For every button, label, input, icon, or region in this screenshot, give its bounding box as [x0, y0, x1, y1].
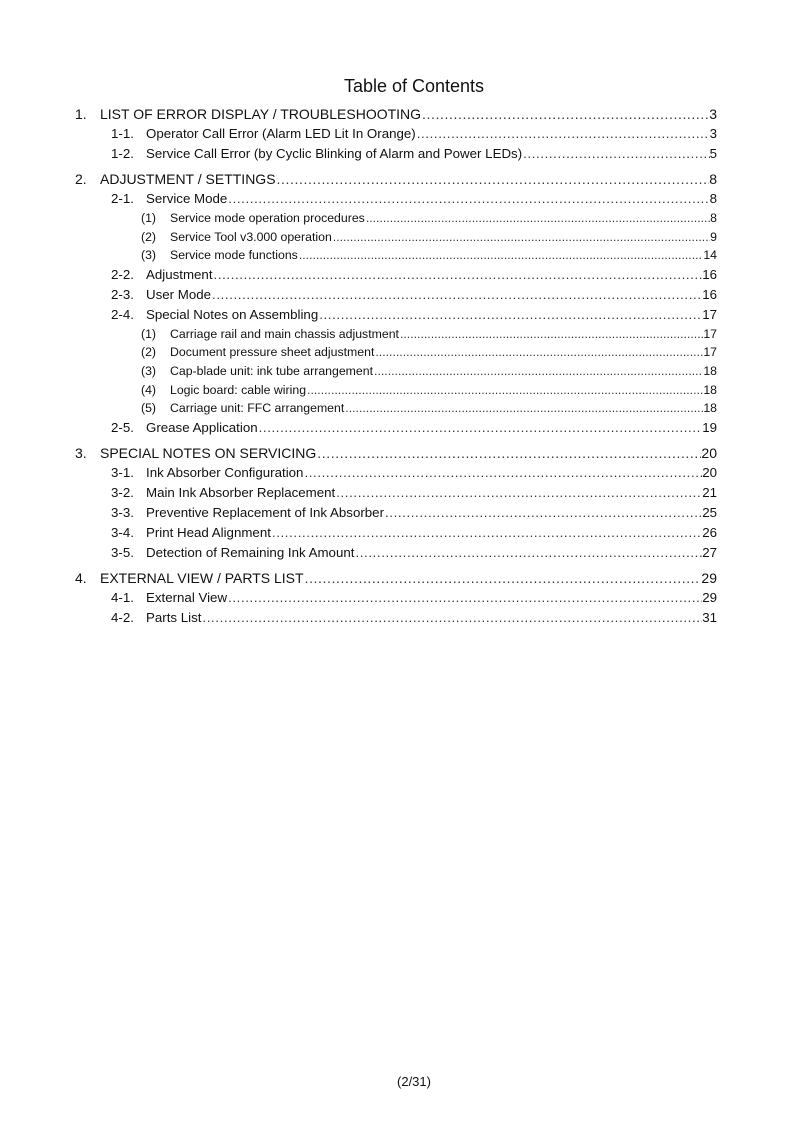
toc-entry-label: Ink Absorber Configuration	[146, 464, 304, 480]
page-number-footer: (2/31)	[397, 1074, 431, 1089]
dot-leader	[303, 463, 702, 483]
toc-entry-page: 20	[701, 444, 717, 461]
toc-entry-number: 2-4.	[111, 306, 134, 322]
toc-entry-page: 17	[702, 306, 717, 322]
toc-entry-label: Cap-blade unit: ink tube arrangement	[170, 363, 374, 378]
toc-entry-page: 27	[702, 544, 717, 560]
toc-entry-number: 2-2.	[111, 266, 134, 282]
dot-leader	[258, 418, 703, 438]
toc-entry[interactable]	[75, 144, 717, 164]
toc-entry-number: 1-2.	[111, 146, 134, 161]
dot-leader	[306, 381, 703, 400]
toc-entry-page: 9	[710, 229, 717, 244]
toc-entry[interactable]	[75, 399, 717, 418]
toc-entry[interactable]	[75, 124, 717, 144]
toc-entry-number: (5)	[141, 401, 157, 416]
toc-entry-label: User Mode	[146, 286, 212, 302]
toc-entry[interactable]	[75, 608, 717, 628]
dot-leader	[304, 568, 702, 588]
toc-entry[interactable]	[75, 104, 717, 124]
dot-leader	[374, 343, 703, 362]
toc-entry-label: Carriage rail and main chassis adjustment	[170, 326, 399, 341]
toc-entry-page: 8	[710, 211, 717, 225]
toc-entry[interactable]	[75, 443, 717, 463]
toc-entry-label: Detection of Remaining Ink Amount	[146, 544, 355, 560]
toc-entry-number: 3-3.	[111, 504, 134, 520]
toc-entry-number: 2.	[75, 171, 87, 187]
toc-entry-label: Carriage unit: FFC arrangement	[170, 401, 345, 416]
toc-entry-page: 16	[702, 266, 717, 282]
toc-entry-page: 20	[702, 464, 717, 480]
toc-entry-page: 18	[703, 382, 717, 397]
toc-entry[interactable]	[75, 418, 717, 438]
toc-entry-label: Service mode operation procedures	[170, 211, 365, 225]
dot-leader	[271, 523, 702, 543]
toc-entry[interactable]	[75, 169, 717, 189]
toc-entry-number: 4-2.	[111, 609, 134, 625]
dot-leader	[354, 543, 702, 563]
dot-leader	[421, 104, 709, 124]
toc-entry[interactable]	[75, 343, 717, 362]
dot-leader	[416, 124, 710, 144]
toc-entry-page: 18	[703, 363, 717, 378]
toc-entry[interactable]	[75, 483, 717, 503]
dot-leader	[344, 399, 703, 418]
toc-entry-number: 4-1.	[111, 589, 134, 605]
toc-entry[interactable]	[75, 362, 717, 381]
toc-entry-number: 1-1.	[111, 126, 134, 141]
dot-leader	[316, 443, 701, 463]
dot-leader	[335, 483, 702, 503]
toc-entry-number: (3)	[141, 363, 157, 378]
toc-entry-number: 1.	[75, 106, 87, 122]
dot-leader	[276, 169, 710, 189]
toc-entry-page: 25	[702, 504, 717, 520]
toc-entry[interactable]	[75, 285, 717, 305]
toc-entry-label: Logic board: cable wiring	[170, 382, 307, 397]
dot-leader	[522, 144, 709, 164]
dot-leader	[213, 265, 703, 285]
toc-entry-number: 2-1.	[111, 191, 134, 206]
page-title: Table of Contents	[343, 76, 485, 96]
toc-entry-number: 3-2.	[111, 484, 134, 500]
toc-entry-number: (1)	[141, 326, 157, 341]
toc-entry[interactable]	[75, 246, 717, 265]
toc-entry-page: 14	[703, 248, 717, 263]
toc-entry[interactable]	[75, 588, 717, 608]
toc-entry-page: 21	[702, 484, 717, 500]
toc-entry-label: Main Ink Absorber Replacement	[146, 484, 336, 500]
toc-entry-page: 19	[702, 419, 717, 435]
toc-entry[interactable]	[75, 189, 717, 209]
toc-entry-number: 4.	[75, 569, 87, 586]
dot-leader	[298, 246, 703, 265]
toc-entry-label: Preventive Replacement of Ink Absorber	[146, 504, 384, 520]
toc-entry[interactable]	[75, 543, 717, 563]
toc-entry-label: Adjustment	[146, 266, 213, 282]
toc-entry-number: 3.	[75, 444, 87, 461]
dot-leader	[332, 228, 710, 247]
toc-entry-label: Service Mode	[146, 191, 228, 206]
toc-entry-page: 8	[709, 171, 717, 187]
toc-entry-label: Operator Call Error (Alarm LED Lit In Orange)	[146, 126, 416, 141]
toc-entry-number: 2-5.	[111, 419, 134, 435]
toc-entry[interactable]	[75, 305, 717, 325]
toc-entry-page: 17	[703, 345, 717, 360]
toc-entry-number: (4)	[141, 382, 157, 397]
toc-entry-page: 31	[702, 609, 717, 625]
toc-entry[interactable]	[75, 568, 717, 588]
dot-leader	[373, 362, 703, 381]
toc-entry-number: 3-5.	[111, 544, 134, 560]
toc-entry-label: LIST OF ERROR DISPLAY / TROUBLESHOOTING	[100, 106, 422, 122]
toc-entry-number: 3-4.	[111, 524, 134, 540]
toc-entry[interactable]	[75, 503, 717, 523]
dot-leader	[384, 503, 702, 523]
toc-entry-page: 8	[709, 191, 717, 206]
table-of-contents	[75, 104, 717, 628]
toc-entry[interactable]	[75, 209, 717, 228]
toc-entry-number: (2)	[141, 345, 157, 360]
toc-entry-label: ADJUSTMENT / SETTINGS	[100, 171, 276, 187]
toc-entry[interactable]	[75, 325, 717, 344]
toc-entry-page: 29	[701, 569, 717, 586]
dot-leader	[227, 189, 709, 209]
toc-entry-page: 3	[709, 126, 717, 141]
toc-entry-page: 17	[703, 326, 717, 341]
toc-entry-label: Grease Application	[146, 419, 258, 435]
toc-entry-label: Service Tool v3.000 operation	[170, 229, 332, 244]
toc-entry-label: Service Call Error (by Cyclic Blinking of Alarm and Power LEDs)	[146, 146, 523, 161]
dot-leader	[318, 305, 702, 325]
toc-entry-label: EXTERNAL VIEW / PARTS LIST	[100, 569, 304, 586]
toc-entry-number: 2-3.	[111, 286, 134, 302]
toc-entry-page: 26	[702, 524, 717, 540]
toc-entry[interactable]	[75, 523, 717, 543]
toc-entry-label: Parts List	[146, 609, 202, 625]
toc-entry-page: 5	[709, 146, 717, 161]
toc-entry-label: Print Head Alignment	[146, 524, 271, 540]
toc-entry-page: 29	[702, 589, 717, 605]
toc-entry[interactable]	[75, 381, 717, 400]
toc-entry-number: (1)	[141, 211, 157, 225]
dot-leader	[399, 325, 703, 344]
dot-leader	[365, 209, 710, 228]
toc-entry-label: Special Notes on Assembling	[146, 306, 319, 322]
dot-leader	[227, 588, 702, 608]
toc-entry-page: 18	[703, 401, 717, 416]
toc-entry-number: (3)	[141, 248, 157, 263]
toc-entry-page: 16	[702, 286, 717, 302]
toc-entry[interactable]	[75, 228, 717, 247]
toc-entry-label: External View	[146, 589, 228, 605]
toc-entry[interactable]	[75, 463, 717, 483]
toc-entry-page: 3	[709, 106, 717, 122]
toc-entry-label: Document pressure sheet adjustment	[170, 345, 375, 360]
dot-leader	[211, 285, 702, 305]
toc-entry-label: SPECIAL NOTES ON SERVICING	[100, 444, 317, 461]
toc-entry-label: Service mode functions	[170, 248, 298, 263]
toc-entry-number: 3-1.	[111, 464, 134, 480]
toc-entry-number: (2)	[141, 229, 157, 244]
dot-leader	[201, 608, 702, 628]
toc-entry[interactable]	[75, 265, 717, 285]
